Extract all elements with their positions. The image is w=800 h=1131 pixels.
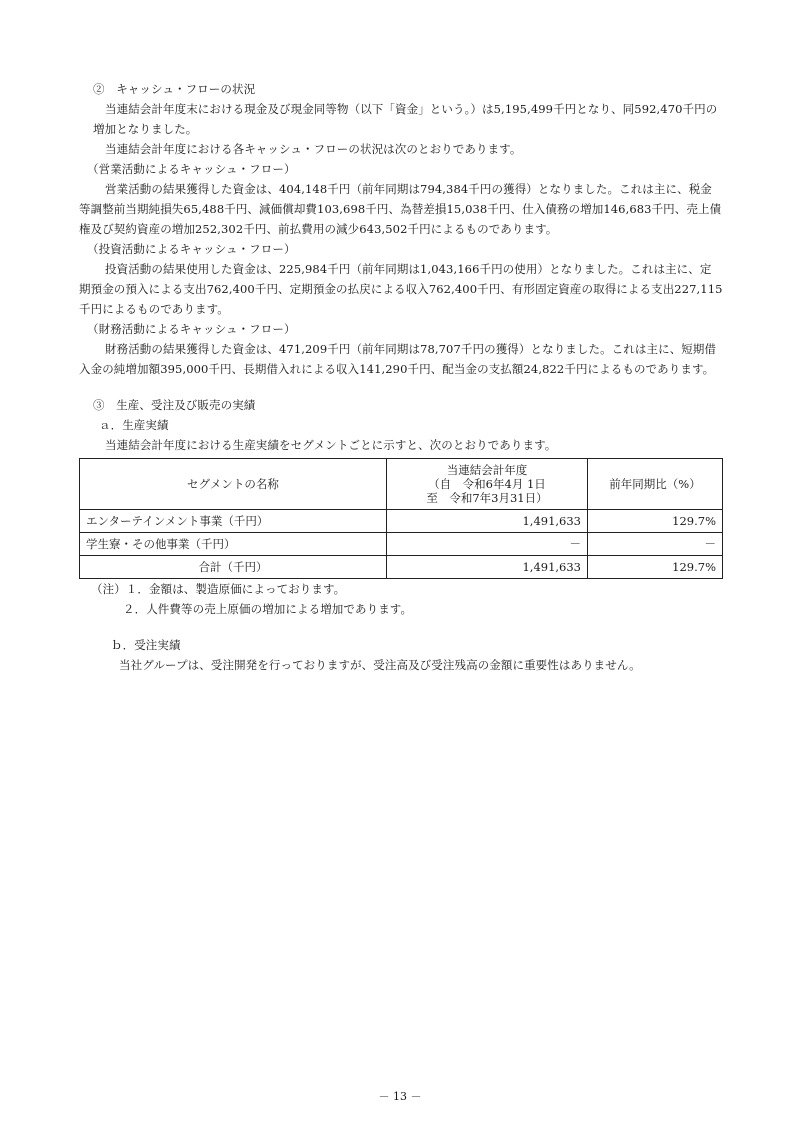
header-period bbox=[387, 459, 588, 510]
production-sub-b: ｂ．受注実績 bbox=[111, 638, 181, 652]
row-segment: 学生寮・その他事業（千円） bbox=[80, 533, 387, 556]
section-gap bbox=[79, 619, 723, 635]
production-sub-a: ａ．生産実績 bbox=[99, 418, 169, 432]
document-body bbox=[79, 79, 723, 675]
production-table bbox=[79, 458, 723, 579]
page-number: － 13 － bbox=[378, 1090, 422, 1103]
operating-title: （営業活動によるキャッシュ・フロー） bbox=[87, 162, 296, 176]
note-2: ２．人件費等の売上原価の増加による増加であります。 bbox=[123, 602, 413, 616]
investing-text: 投資活動の結果使用した資金は、225,984千円（前年同期は1,043,166千円の使用）となりました。これは主に、定期預金の預入による支出762,400千円、定期預金の払戻による収入762,400千円、有形固定資産の取得による支出227,115千円によるものであります。 bbox=[79, 262, 723, 316]
header-ratio: 前年同期比（%） bbox=[588, 459, 723, 510]
operating-text: 営業活動の結果獲得した資金は、404,148千円（前年同期は794,384千円の獲得）となりました。これは主に、税金等調整前当期純損失65,488千円、減価償却費103,698千円、為替差損15,038千円、仕入債務の増加146,683千円、売上債権及び契約資産の増加252,302千円、前払費用の減少643,502千円によるものであります。 bbox=[79, 182, 722, 236]
total-amount: 1,491,633 bbox=[387, 556, 588, 579]
production-sub-a-text: 当連結会計年度における生産実績をセグメントごとに示すと、次のとおりであります。 bbox=[105, 438, 557, 452]
total-ratio: 129.7% bbox=[588, 556, 723, 579]
row-segment: エンターテインメント事業（千円） bbox=[80, 510, 387, 533]
header-period-line-3: 至 令和7年3月31日） bbox=[426, 491, 548, 505]
section-gap bbox=[79, 379, 723, 395]
table-header-row bbox=[80, 459, 723, 510]
cashflow-intro-1: 当連結会計年度末における現金及び現金同等物（以下「資金」という。）は5,195,499千円となり、同592,470千円の増加となりました。 bbox=[93, 102, 718, 136]
financing-text: 財務活動の結果獲得した資金は、471,209千円（前年同期は78,707千円の獲得）となりました。これは主に、短期借入金の純増加額395,000千円、長期借入れによる収入141,290千円、配当金の支払額24,822千円によるものであります。 bbox=[79, 342, 717, 376]
investing-title: （投資活動によるキャッシュ・フロー） bbox=[87, 242, 296, 256]
table-total-row bbox=[80, 556, 723, 579]
row-ratio: 129.7% bbox=[588, 510, 723, 533]
header-period-line-2: （自 令和6年4月 1日 bbox=[428, 477, 546, 491]
row-ratio: － bbox=[588, 533, 723, 556]
table-row bbox=[80, 510, 723, 533]
financing-title: （財務活動によるキャッシュ・フロー） bbox=[87, 322, 296, 336]
table-notes bbox=[79, 579, 723, 619]
production-sub-b-text: 当社グループは、受注開発を行っておりますが、受注高及び受注残高の金額に重要性はありません。 bbox=[119, 658, 641, 672]
row-amount: － bbox=[387, 533, 588, 556]
note-1: （注）１．金額は、製造原価によっております。 bbox=[91, 582, 346, 596]
header-segment: セグメントの名称 bbox=[80, 459, 387, 510]
production-heading: ③ 生産、受注及び販売の実績 bbox=[93, 398, 256, 412]
cashflow-intro-2: 当連結会計年度における各キャッシュ・フローの状況は次のとおりであります。 bbox=[105, 142, 522, 156]
cashflow-heading: ② キャッシュ・フローの状況 bbox=[93, 82, 256, 96]
header-period-line-1: 当連結会計年度 bbox=[446, 463, 528, 477]
table-row bbox=[80, 533, 723, 556]
row-amount: 1,491,633 bbox=[387, 510, 588, 533]
total-segment: 合計（千円） bbox=[80, 556, 387, 579]
